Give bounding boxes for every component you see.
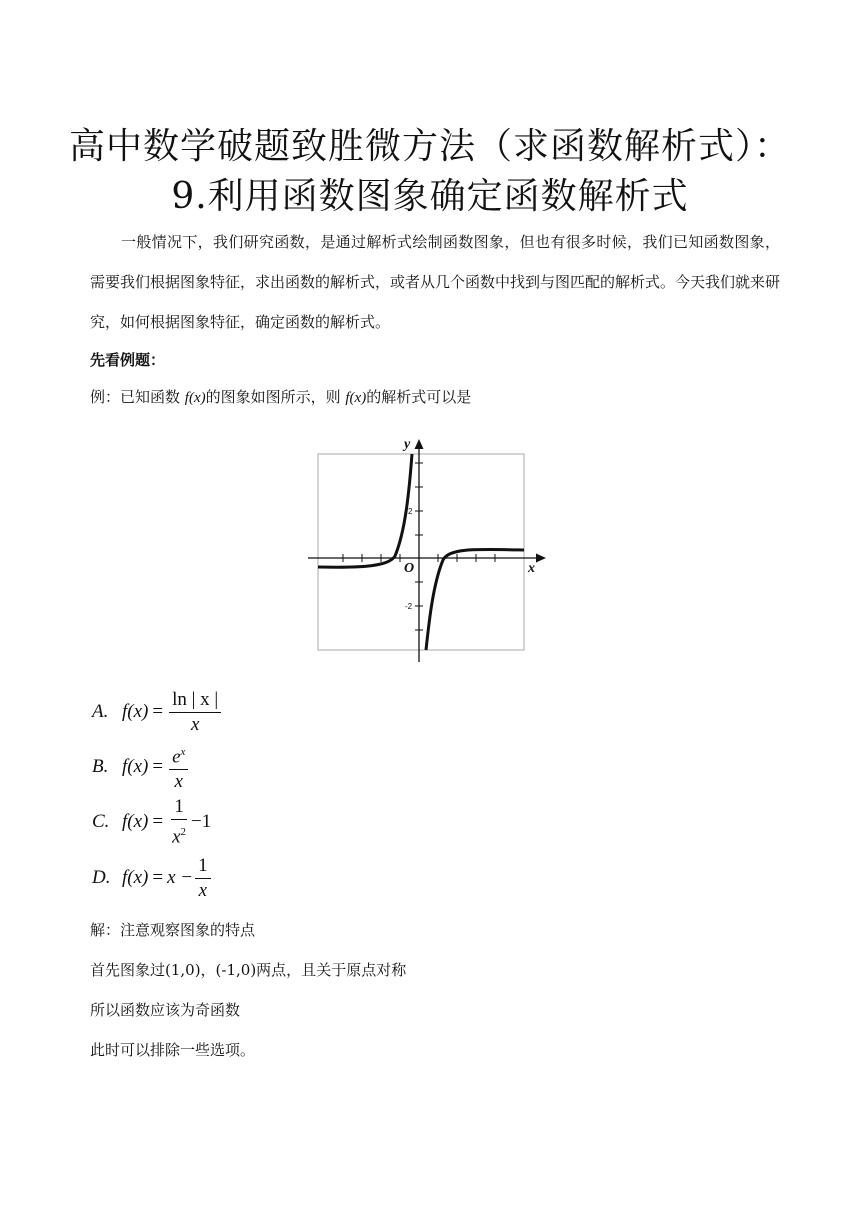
option-c-label: C. (92, 811, 110, 832)
option-c-den-base: x (172, 826, 181, 848)
option-a-lhs: f(x) (122, 701, 149, 722)
option-d-pre: x − (167, 867, 194, 888)
option-d-lhs: f(x) (122, 867, 149, 888)
option-b-num-exp: x (180, 745, 186, 758)
y-axis-arrow (415, 439, 424, 449)
solution-line-2: 首先图象过(1,0)，(-1,0)两点，且关于原点对称 (90, 961, 407, 979)
question-suffix: 的解析式可以是 (366, 388, 472, 406)
option-d-eq: = (152, 867, 164, 888)
option-c-numerator: 1 (171, 797, 187, 820)
solution-line-3: 所以函数应该为奇函数 (90, 1001, 241, 1019)
title-line-2: 9.利用函数图象确定函数解析式 (171, 176, 689, 217)
option-d-denominator: x (198, 879, 208, 901)
option-b-num-base: e (172, 746, 181, 768)
option-c-fraction (169, 797, 189, 847)
option-a-fraction (169, 690, 221, 735)
graph-frame (318, 454, 524, 650)
option-b-denominator: x (174, 771, 183, 793)
question-fx-2: f(x) (345, 390, 367, 406)
option-d-label: D. (92, 867, 111, 888)
option-a-denominator: x (190, 713, 200, 735)
y-tick-label-2: 2 (408, 507, 413, 516)
solution-line-1: 解：注意观察图象的特点 (90, 921, 256, 939)
option-a-eq: = (152, 701, 164, 722)
curve-left-branch (318, 454, 412, 567)
example-heading: 先看例题： (90, 351, 166, 369)
option-a-label: A. (92, 701, 109, 722)
x-axis-arrow (536, 554, 546, 563)
option-d (92, 852, 213, 904)
x-axis-label: x (528, 561, 535, 576)
option-c (92, 796, 211, 848)
question-middle: 的图象如图所示，则 (205, 388, 346, 406)
option-b-numerator (169, 742, 188, 770)
option-b-fraction (169, 742, 188, 792)
option-a (92, 686, 223, 738)
option-b-lhs: f(x) (122, 756, 149, 777)
option-c-den-exp: 2 (180, 825, 187, 838)
option-c-denominator (169, 820, 189, 847)
option-d-numerator: 1 (195, 856, 211, 879)
title-line-1: 高中数学破题致胜微方法（求函数解析式）： (68, 126, 791, 167)
option-a-numerator: ln | x | (169, 690, 221, 713)
origin-label: O (404, 561, 415, 576)
question-fx-1: f(x) (184, 390, 206, 406)
y-tick-label-neg-2: -2 (405, 602, 413, 611)
example-question (90, 386, 471, 409)
function-graph (305, 434, 550, 666)
option-c-tail: −1 (191, 811, 212, 832)
option-b-eq: = (152, 756, 164, 777)
option-d-fraction (195, 856, 211, 901)
curve-right-branch (426, 549, 524, 650)
y-axis-label: y (404, 437, 411, 452)
option-c-lhs: f(x) (122, 811, 149, 832)
option-c-eq: = (152, 811, 164, 832)
question-prefix: 例：已知函数 (90, 388, 185, 406)
option-b-label: B. (92, 756, 109, 777)
option-b (92, 741, 190, 793)
intro-paragraph: 一般情况下，我们研究函数，是通过解析式绘制函数图象，但也有很多时候，我们已知函数图象，需要我们根据图象特征，求出函数的解析式，或者从几个函数中找到与图匹配的解析式。今天我们就来研究，如何根据图象特征，确定函数的解析式。 (90, 233, 781, 331)
solution-line-4: 此时可以排除一些选项。 (90, 1041, 256, 1059)
